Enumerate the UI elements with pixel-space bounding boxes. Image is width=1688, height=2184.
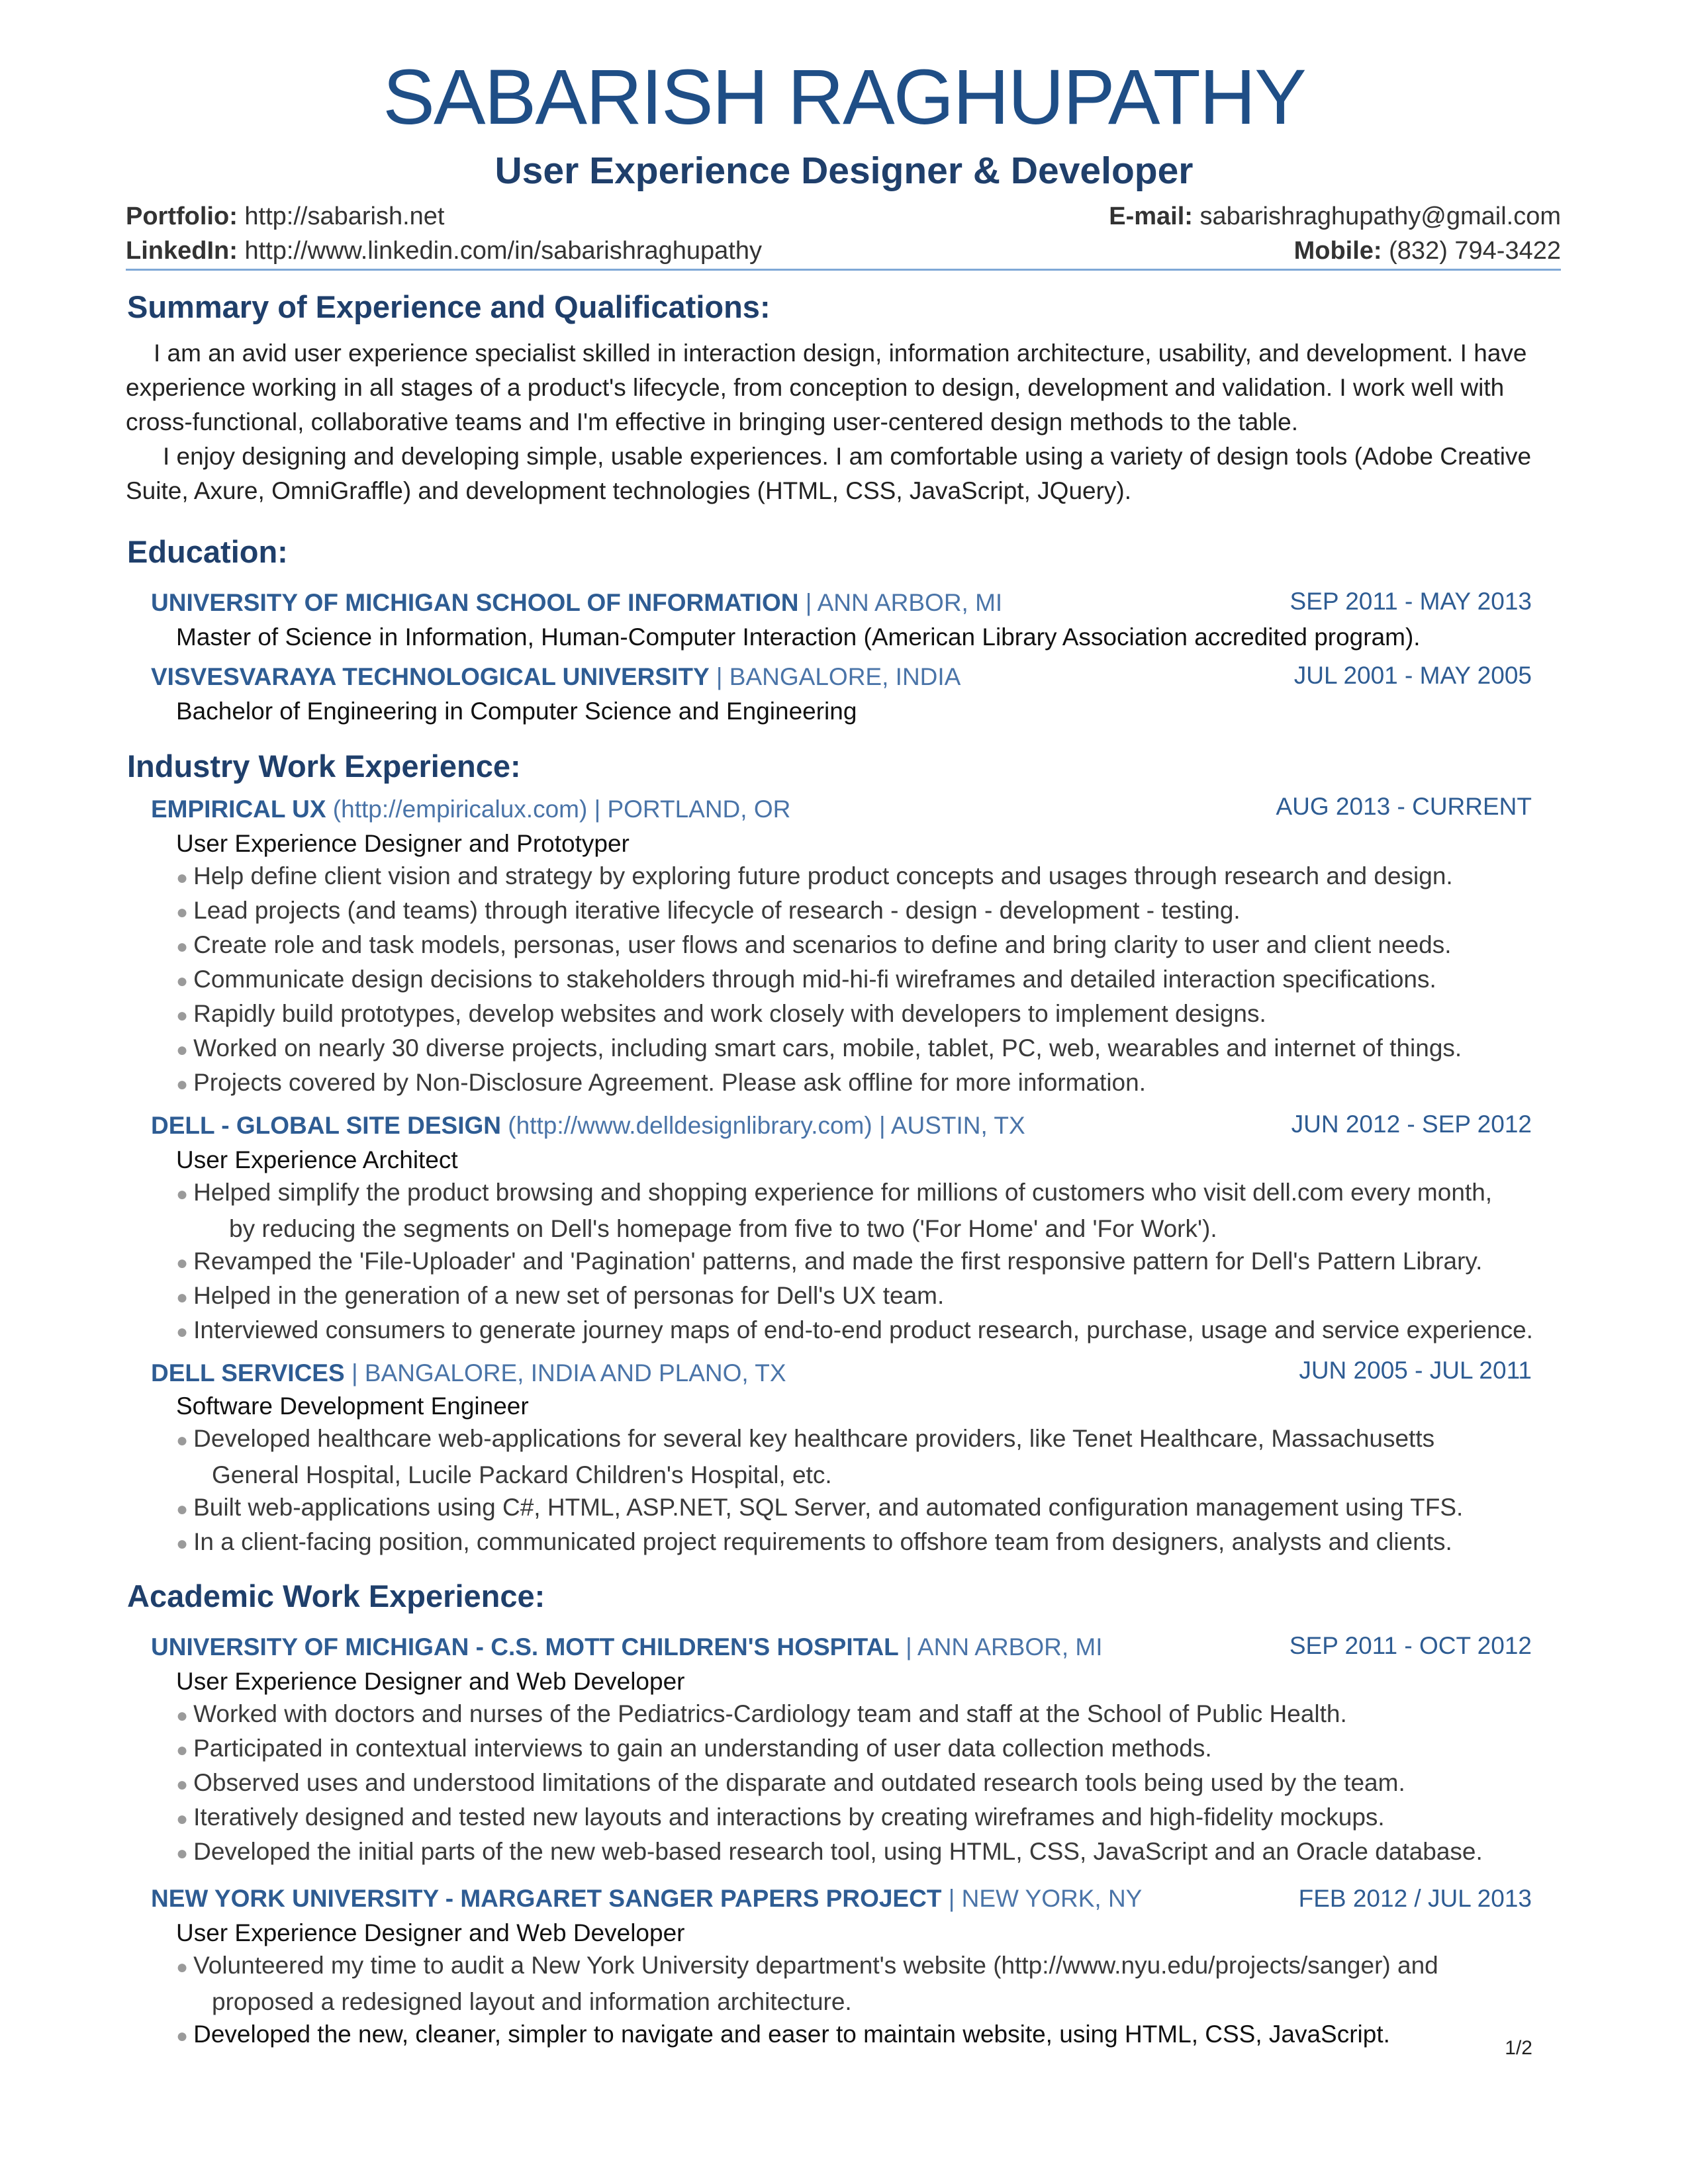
org-name: UNIVERSITY OF MICHIGAN - C.S. MOTT CHILDREN'S HOSPITAL xyxy=(151,1633,899,1661)
list-item xyxy=(176,997,1266,1033)
job-role-empirical: User Experience Designer and Prototyper xyxy=(176,830,630,857)
job-org-umich-mott xyxy=(151,1635,1103,1659)
job-dates-umich-mott: SEP 2011 - OCT 2012 xyxy=(1289,1632,1532,1659)
list-item xyxy=(176,928,1452,964)
list-item xyxy=(176,1766,1405,1802)
bullet-text: Volunteered my time to audit a New York University department's website (http://www.nyu.edu/projects/sanger) and xyxy=(193,1952,1438,1979)
bullet-icon: ● xyxy=(176,1739,189,1761)
org-location: | BANGALORE, INDIA AND PLANO, TX xyxy=(344,1359,786,1387)
org-location: | ANN ARBOR, MI xyxy=(898,1633,1103,1661)
portfolio-link[interactable]: http://sabarish.net xyxy=(244,203,445,230)
bullet-text: Create role and task models, personas, user flows and scenarios to define and bring clarity to user and client needs. xyxy=(193,931,1452,958)
bullet-text: Lead projects (and teams) through iterative lifecycle of research - design - development - testing. xyxy=(193,897,1241,924)
bullet-text: Help define client vision and strategy by exploring future product concepts and usages through research and design. xyxy=(193,862,1453,889)
bullet-text: Developed the initial parts of the new web-based research tool, using HTML, CSS, JavaScript and an Oracle database. xyxy=(193,1838,1483,1865)
bullet-icon: ● xyxy=(176,1252,189,1274)
list-item xyxy=(176,962,1436,999)
bullet-text: Helped in the generation of a new set of personas for Dell's UX team. xyxy=(193,1282,945,1309)
bullet-icon: ● xyxy=(176,1808,189,1830)
bullet-icon: ● xyxy=(176,1039,189,1061)
bullet-icon: ● xyxy=(176,867,189,889)
education-org-2 xyxy=(151,664,961,689)
portfolio-label: Portfolio: xyxy=(126,203,238,230)
org-url[interactable]: (http://empiricalux.com) xyxy=(326,796,588,823)
org-name: DELL - GLOBAL SITE DESIGN xyxy=(151,1112,502,1139)
list-item xyxy=(176,1948,1438,1985)
list-item xyxy=(176,1490,1463,1527)
candidate-title: User Experience Designer & Developer xyxy=(494,150,1194,192)
bullet-text: Worked on nearly 30 diverse projects, including smart cars, mobile, tablet, PC, web, wearables and internet of things. xyxy=(193,1034,1462,1062)
bullet-text: Communicate design decisions to stakeholders through mid-hi-fi wireframes and detailed interaction specifications. xyxy=(193,966,1436,993)
list-item xyxy=(176,1835,1483,1871)
org-location: | BANGALORE, INDIA xyxy=(709,663,961,690)
degree-name: Master of Science in Information, Human-Computer Interaction xyxy=(176,623,857,651)
list-item xyxy=(176,1175,1492,1212)
bullet-icon: ● xyxy=(176,1533,189,1555)
bullet-icon: ● xyxy=(176,901,189,923)
list-item xyxy=(176,859,1453,895)
education-degree-2: Bachelor of Engineering in Computer Science and Engineering xyxy=(176,698,857,725)
org-name: UNIVERSITY OF MICHIGAN SCHOOL OF INFORMATION xyxy=(151,589,799,616)
job-role-dell-gsd: User Experience Architect xyxy=(176,1146,458,1173)
bullet-text: Rapidly build prototypes, develop websites and work closely with developers to implement designs. xyxy=(193,1000,1266,1027)
bullet-icon: ● xyxy=(176,1705,189,1727)
bullet-text: Interviewed consumers to generate journey maps of end-to-end product research, purchase, usage and service experience. xyxy=(193,1316,1533,1343)
education-dates-1: SEP 2011 - MAY 2013 xyxy=(1289,588,1532,615)
bullet-text: In a client-facing position, communicated project requirements to offshore team from designers, analysts and clients. xyxy=(193,1528,1452,1555)
list-item xyxy=(176,2017,1390,2054)
bullet-icon: ● xyxy=(176,2025,189,2047)
org-name: DELL SERVICES xyxy=(151,1359,345,1387)
bullet-icon: ● xyxy=(176,1005,189,1026)
linkedin-link[interactable]: http://www.linkedin.com/in/sabarishraghupathy xyxy=(244,237,762,265)
bullet-icon: ● xyxy=(176,1073,189,1095)
org-name: VISVESVARAYA TECHNOLOGICAL UNIVERSITY xyxy=(151,663,710,690)
list-item xyxy=(176,1279,944,1315)
job-role-umich-mott: User Experience Designer and Web Developer xyxy=(176,1668,685,1695)
org-location: | PORTLAND, OR xyxy=(587,796,791,823)
education-degree-1 xyxy=(176,625,1421,649)
linkedin-label: LinkedIn: xyxy=(126,237,238,265)
email-label: E-mail: xyxy=(1109,203,1193,230)
summary-paragraph-2 xyxy=(126,439,1569,508)
bullet-icon: ● xyxy=(176,1843,189,1864)
email-link[interactable]: sabarishraghupathy@gmail.com xyxy=(1199,203,1561,230)
summary-text-2: I enjoy designing and developing simple, usable experiences. I am comfortable using a variety of design tools (Adobe Creative Suite, Axure, OmniGraffle) and development technologies (HTML, CSS, JavaScript, JQuery). xyxy=(126,443,1532,504)
job-dates-empirical: AUG 2013 - CURRENT xyxy=(1276,793,1532,820)
job-org-dell-services xyxy=(151,1361,786,1385)
org-url[interactable]: (http://www.delldesignlibrary.com) xyxy=(501,1112,872,1139)
bullet-text: Developed the new, cleaner, simpler to navigate and easer to maintain website, using HTML, CSS, JavaScript. xyxy=(193,2021,1390,2048)
job-org-dell-gsd xyxy=(151,1113,1025,1138)
list-item xyxy=(176,1031,1462,1068)
bullet-text: Iteratively designed and tested new layouts and interactions by creating wireframes and high-fidelity mockups. xyxy=(193,1803,1385,1831)
bullet-text: Participated in contextual interviews to gain an understanding of user data collection methods. xyxy=(193,1735,1212,1762)
bullet-continuation: by reducing the segments on Dell's homepage from five to two ('For Home' and 'For Work'). xyxy=(229,1215,1217,1242)
bullet-continuation: proposed a redesigned layout and information architecture. xyxy=(212,1988,852,2015)
list-item xyxy=(176,893,1241,930)
org-name: NEW YORK UNIVERSITY - MARGARET SANGER PAPERS PROJECT xyxy=(151,1885,942,1912)
page-number: 1/2 xyxy=(1505,2037,1532,2059)
bullet-text: Developed healthcare web-applications for several key healthcare providers, like Tenet Healthcare, Massachusetts xyxy=(193,1425,1435,1452)
bullet-icon: ● xyxy=(176,1498,189,1520)
org-location: | ANN ARBOR, MI xyxy=(798,589,1003,616)
bullet-icon: ● xyxy=(176,1430,189,1451)
mobile-line xyxy=(1294,238,1561,263)
bullet-icon: ● xyxy=(176,936,189,958)
job-dates-nyu: FEB 2012 / JUL 2013 xyxy=(1298,1885,1532,1912)
job-org-empirical xyxy=(151,797,790,821)
bullet-text: Projects covered by Non-Disclosure Agreement. Please ask offline for more information. xyxy=(193,1069,1146,1096)
mobile-number: (832) 794-3422 xyxy=(1389,237,1561,265)
bullet-text: Revamped the 'File-Uploader' and 'Pagination' patterns, and made the first responsive pattern for Dell's Pattern Library. xyxy=(193,1248,1483,1275)
portfolio-line xyxy=(126,204,445,229)
linkedin-line xyxy=(126,238,762,263)
mobile-label: Mobile: xyxy=(1293,237,1382,265)
bullet-icon: ● xyxy=(176,1956,189,1978)
bullet-text: Worked with doctors and nurses of the Pediatrics-Cardiology team and staff at the School of Public Health. xyxy=(193,1700,1347,1727)
list-item xyxy=(176,1731,1212,1768)
bullet-text: Built web-applications using C#, HTML, ASP.NET, SQL Server, and automated configuration management using TFS. xyxy=(193,1494,1464,1521)
bullet-text: Observed uses and understood limitations of the disparate and outdated research tools being used by the team. xyxy=(193,1769,1405,1796)
job-dates-dell-gsd: JUN 2012 - SEP 2012 xyxy=(1291,1111,1532,1138)
academic-heading: Academic Work Experience: xyxy=(127,1578,545,1614)
list-item xyxy=(176,1313,1533,1349)
candidate-name: SABARISH RAGHUPATHY xyxy=(383,54,1305,141)
list-item xyxy=(176,1422,1434,1458)
list-item xyxy=(176,1244,1482,1281)
bullet-continuation: General Hospital, Lucile Packard Children's Hospital, etc. xyxy=(212,1461,832,1488)
industry-heading: Industry Work Experience: xyxy=(127,749,521,784)
bullet-icon: ● xyxy=(176,1774,189,1796)
summary-heading: Summary of Experience and Qualifications: xyxy=(127,289,771,324)
header-divider xyxy=(126,269,1561,271)
bullet-icon: ● xyxy=(176,1287,189,1308)
job-dates-dell-services: JUN 2005 - JUL 2011 xyxy=(1299,1357,1532,1384)
bullet-icon: ● xyxy=(176,970,189,992)
list-item xyxy=(176,1066,1146,1102)
org-name: EMPIRICAL UX xyxy=(151,796,326,823)
education-org-1 xyxy=(151,590,1002,615)
job-org-nyu xyxy=(151,1886,1142,1911)
summary-paragraph-1 xyxy=(126,336,1569,439)
list-item xyxy=(176,1697,1347,1733)
email-line xyxy=(1109,204,1561,229)
degree-note: (American Library Association accredited program). xyxy=(857,623,1421,651)
education-dates-2: JUL 2001 - MAY 2005 xyxy=(1293,662,1532,689)
org-location: | AUSTIN, TX xyxy=(872,1112,1025,1139)
summary-text-1: I am an avid user experience specialist skilled in interaction design, information architecture, usability, and development. I have experience working in all stages of a product's lifecycle, from conception to design, development and validation. I work well with cross-functional, collaborative teams and I'm effective in bringing user-centered design methods to the table. xyxy=(126,340,1527,435)
education-heading: Education: xyxy=(127,534,288,569)
org-location: | NEW YORK, NY xyxy=(941,1885,1143,1912)
job-role-nyu: User Experience Designer and Web Developer xyxy=(176,1919,685,1946)
list-item xyxy=(176,1525,1452,1561)
bullet-icon: ● xyxy=(176,1183,189,1205)
list-item xyxy=(176,1800,1385,1837)
bullet-icon: ● xyxy=(176,1321,189,1343)
job-role-dell-services: Software Development Engineer xyxy=(176,1392,529,1420)
bullet-text: Helped simplify the product browsing and shopping experience for millions of customers who visit dell.com every month, xyxy=(193,1179,1493,1206)
